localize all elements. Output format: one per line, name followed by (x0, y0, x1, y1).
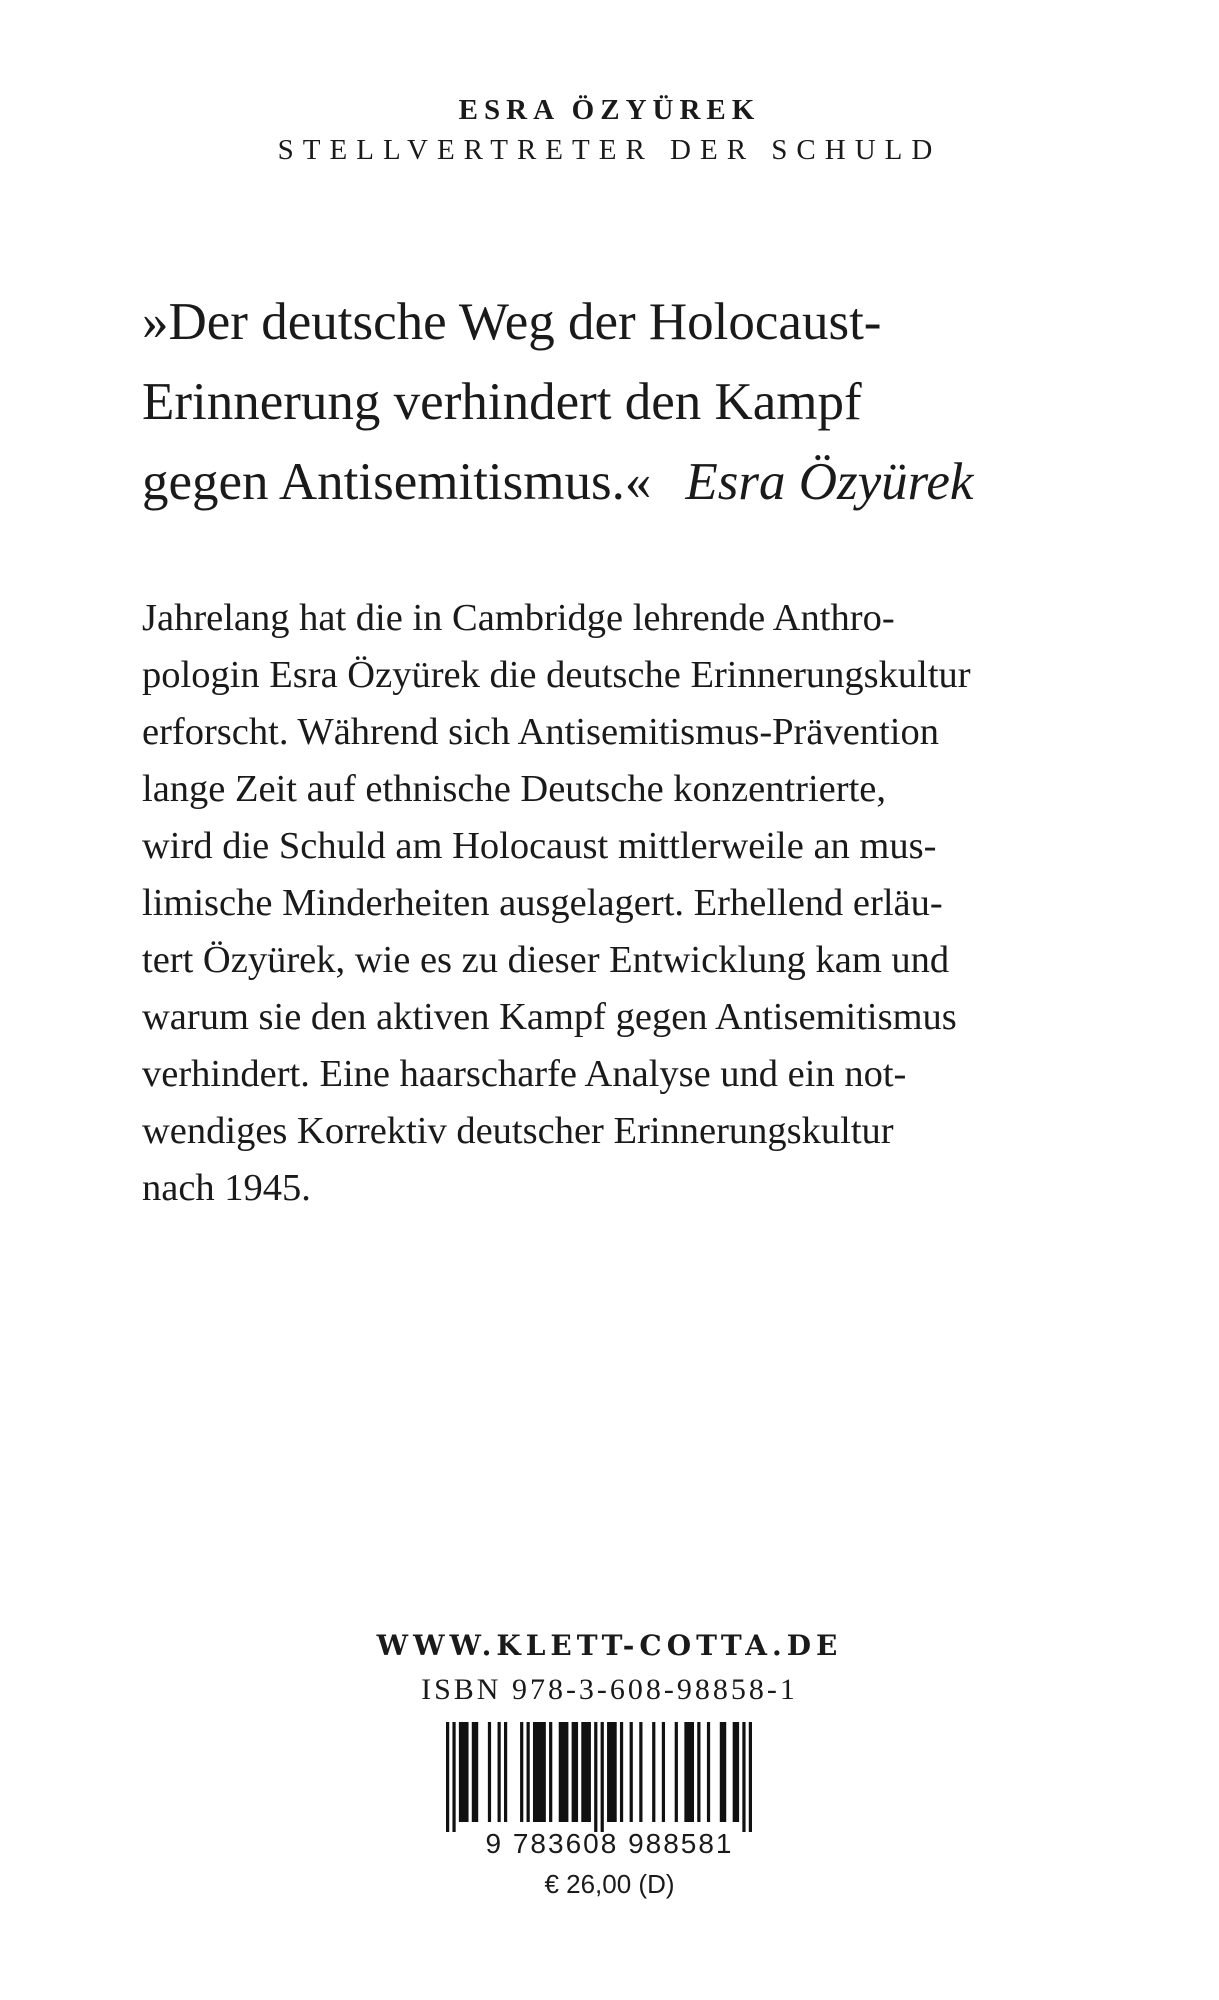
barcode-bar (559, 1722, 569, 1822)
barcode-bar (572, 1722, 578, 1822)
barcode-bar (488, 1722, 491, 1822)
barcode-bar (684, 1722, 694, 1822)
barcode-bar (549, 1722, 552, 1822)
barcode-bar (504, 1722, 507, 1822)
barcode-bar (527, 1722, 530, 1822)
blurb-line: nach 1945. (142, 1167, 311, 1209)
barcode-bar (733, 1722, 739, 1822)
quote-line-last (142, 442, 1102, 522)
cover-header (0, 92, 1219, 168)
blurb-line: pologin Esra Özyürek die deutsche Erinnerungskultur (142, 654, 971, 696)
barcode-bar (498, 1722, 501, 1822)
book-title: STELLVERTRETER DER SCHULD (277, 134, 942, 166)
barcode-bar (452, 1722, 455, 1832)
barcode-bar (749, 1722, 752, 1832)
price-label: € 26,00 (D) (544, 1869, 675, 1899)
blurb-line: erforscht. Während sich Antisemitismus-Prävention (142, 711, 939, 753)
barcode-graphic (446, 1722, 752, 1832)
quote-line: Erinnerung verhindert den Kampf (142, 373, 862, 431)
barcode-bar (630, 1722, 633, 1822)
barcode-bar (697, 1722, 700, 1822)
barcode-bar (652, 1722, 655, 1822)
barcode-bar (581, 1722, 591, 1822)
barcode-bar (720, 1722, 726, 1822)
barcode-number: 9 783608 988581 (485, 1828, 734, 1859)
barcode-bar (459, 1722, 469, 1822)
isbn-label: ISBN 978-3-608-98858-1 (421, 1673, 798, 1706)
barcode (446, 1722, 752, 1832)
barcode-bar (446, 1722, 449, 1832)
barcode-bar (601, 1722, 604, 1832)
quote-line-text: gegen Antisemitismus.« (142, 453, 652, 511)
blurb-line: warum sie den aktiven Kampf gegen Antisemitismus (142, 996, 957, 1038)
barcode-bar (742, 1722, 745, 1832)
barcode-bar (520, 1722, 523, 1822)
blurb-line: wendiges Korrektiv deutscher Erinnerungskultur (142, 1110, 894, 1152)
quote-attribution: Esra Özyürek (685, 453, 974, 511)
barcode-bar (607, 1722, 617, 1822)
blurb-line: lange Zeit auf ethnische Deutsche konzentrierte, (142, 768, 887, 810)
blurb-line: verhindert. Eine haarscharfe Analyse und ein not- (142, 1053, 907, 1095)
barcode-bar (662, 1722, 665, 1822)
quote-line: »Der deutsche Weg der Holocaust- (142, 293, 882, 351)
publisher-footer (0, 1628, 1219, 1708)
barcode-bar (620, 1722, 623, 1822)
blurb-line: wird die Schuld am Holocaust mittlerweile an mus- (142, 825, 937, 867)
publisher-website: WWW.KLETT-COTTA.DE (376, 1629, 843, 1662)
barcode-bar (533, 1722, 546, 1822)
barcode-bar (594, 1722, 597, 1832)
blurb-line: tert Özyürek, wie es zu dieser Entwicklung kam und (142, 939, 950, 981)
pull-quote (142, 282, 1102, 522)
barcode-bar (675, 1722, 678, 1822)
blurb-line: limische Minderheiten ausgelagert. Erhellend erläu- (142, 882, 943, 924)
author-name: ESRA ÖZYÜREK (458, 94, 761, 126)
blurb-line: Jahrelang hat die in Cambridge lehrende Anthro- (142, 597, 895, 639)
barcode-bar (707, 1722, 710, 1822)
barcode-bar (639, 1722, 642, 1822)
blurb-text (142, 590, 1102, 1217)
barcode-bar (472, 1722, 478, 1822)
